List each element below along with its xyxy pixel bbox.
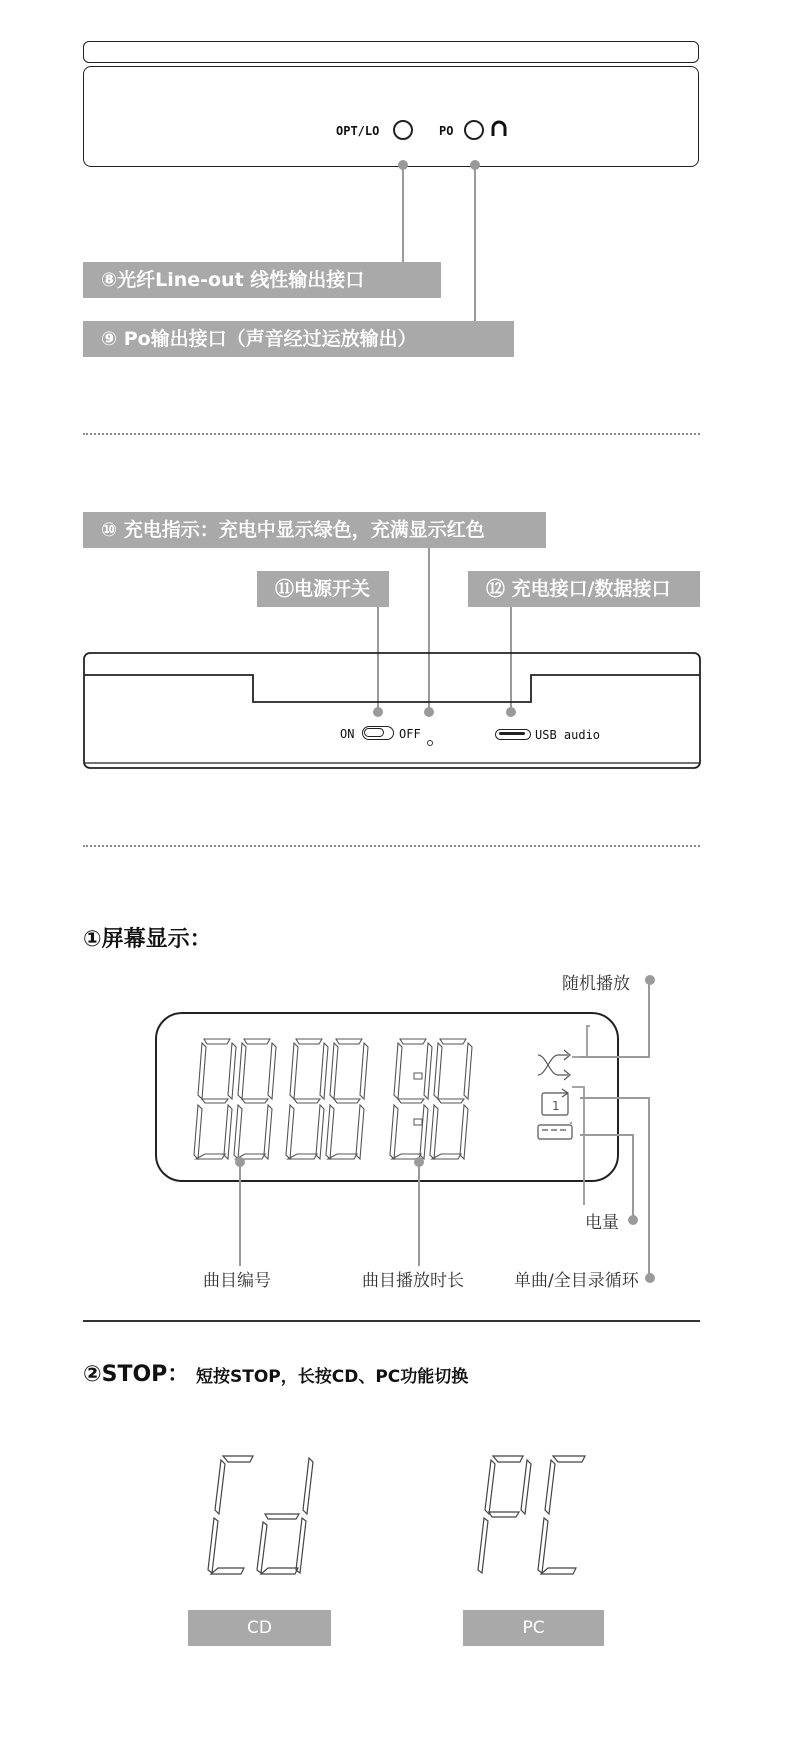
divider-2	[83, 845, 700, 847]
opt-port-jack	[393, 120, 413, 140]
repeat-leader-h	[580, 1097, 650, 1099]
po-leader-line	[474, 165, 476, 322]
opt-port-label: OPT/LO	[336, 124, 380, 138]
screen-display-heading: ①屏幕显示：	[83, 927, 212, 952]
usb-leader-dot	[506, 707, 516, 717]
shuffle-leader-h	[580, 1056, 650, 1058]
lcd-screen	[150, 1005, 670, 1205]
stop-description: 短按STOP，长按CD、PC功能切换	[196, 1367, 469, 1387]
side-device-outline	[80, 650, 704, 772]
cd-mode-glyph	[195, 1450, 335, 1590]
mode-pc-label: PC	[463, 1610, 604, 1646]
track-number-label: 曲目编号	[203, 1271, 271, 1291]
usb-c-port	[495, 729, 531, 740]
repeat-label: 单曲/全目录循环	[514, 1271, 639, 1291]
top-device-body	[83, 66, 699, 167]
lcd-digit	[430, 1039, 472, 1159]
repeat-dot	[645, 1273, 655, 1283]
track-time-label: 曲目播放时长	[362, 1271, 464, 1291]
battery-label: 电量	[585, 1213, 619, 1233]
shuffle-dot	[645, 975, 655, 985]
divider-1	[83, 433, 700, 435]
off-label: OFF	[399, 727, 421, 741]
callout-charge-data-port: ⑫ 充电接口/数据接口	[468, 571, 700, 607]
top-device-lid	[83, 41, 699, 63]
power-switch-knob	[364, 728, 384, 737]
repeat-leader-v	[648, 1097, 650, 1277]
shuffle-icon	[538, 1050, 570, 1080]
charge-indicator-led	[427, 740, 433, 746]
svg-text:1: 1	[552, 1099, 560, 1113]
lcd-digit	[194, 1039, 236, 1159]
power-switch[interactable]	[362, 726, 394, 740]
switch-leader-dot	[373, 707, 383, 717]
track-time-leader	[418, 1162, 420, 1266]
lcd-digit	[390, 1039, 432, 1159]
po-port-label: PO	[439, 124, 454, 138]
indicator-leader-dot	[424, 707, 434, 717]
stop-heading: ②STOP：	[83, 1362, 190, 1387]
lcd-digit	[234, 1039, 276, 1159]
repeat-icon	[542, 1089, 568, 1115]
divider-3	[83, 1320, 700, 1322]
headphone-icon	[490, 119, 508, 139]
on-label: ON	[340, 727, 355, 741]
po-port-jack	[464, 120, 484, 140]
lcd-digit	[286, 1039, 328, 1159]
track-number-leader	[239, 1162, 241, 1266]
pc-mode-glyph	[465, 1450, 605, 1590]
battery-leader-h	[580, 1134, 634, 1136]
callout-optical-line-out: ⑧光纤Line-out 线性输出接口	[83, 262, 441, 298]
callout-po-output: ⑨ Po输出接口（声音经过运放输出）	[83, 321, 514, 357]
shuffle-leader-v	[648, 980, 650, 1058]
battery-dot	[628, 1215, 638, 1225]
usb-audio-label: USB audio	[535, 728, 601, 742]
mode-cd-label: CD	[188, 1610, 331, 1646]
callout-charge-indicator: ⑩ 充电指示：充电中显示绿色，充满显示红色	[83, 512, 546, 548]
callout-power-switch: ⑪电源开关	[257, 571, 389, 607]
shuffle-label: 随机播放	[562, 974, 630, 994]
opt-leader-line	[402, 165, 404, 263]
battery-leader-v	[632, 1134, 634, 1220]
lcd-digit	[326, 1039, 368, 1159]
battery-icon	[538, 1125, 572, 1139]
